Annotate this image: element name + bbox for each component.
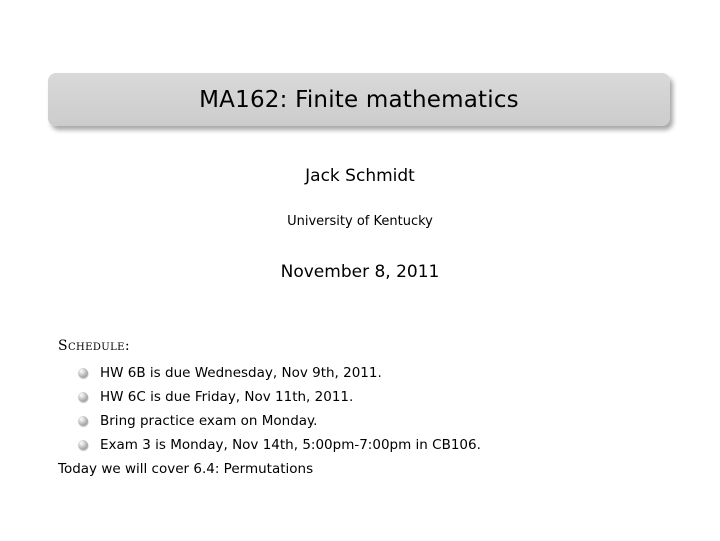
schedule-list — [78, 361, 481, 457]
sphere-bullet-icon — [78, 416, 88, 426]
sphere-bullet-icon — [78, 440, 88, 450]
schedule-item — [78, 433, 481, 457]
schedule-item — [78, 361, 481, 385]
schedule-item-text: Exam 3 is Monday, Nov 14th, 5:00pm-7:00pm in CB106. — [100, 437, 481, 453]
title-box — [48, 73, 670, 126]
sphere-bullet-icon — [78, 368, 88, 378]
slide-title: MA162: Finite mathematics — [199, 86, 519, 113]
author-name: Jack Schmidt — [305, 166, 415, 186]
schedule-item-text: HW 6C is due Friday, Nov 11th, 2011. — [100, 389, 354, 405]
schedule-item-text: Bring practice exam on Monday. — [100, 413, 318, 429]
schedule-heading: Schedule: — [58, 338, 130, 354]
schedule-item-text: HW 6B is due Wednesday, Nov 9th, 2011. — [100, 365, 382, 381]
lecture-topic: Today we will cover 6.4: Permutations — [58, 461, 314, 477]
slide-date: November 8, 2011 — [280, 262, 440, 282]
sphere-bullet-icon — [78, 392, 88, 402]
schedule-item — [78, 409, 481, 433]
schedule-item — [78, 385, 481, 409]
institute-name: University of Kentucky — [287, 214, 433, 229]
